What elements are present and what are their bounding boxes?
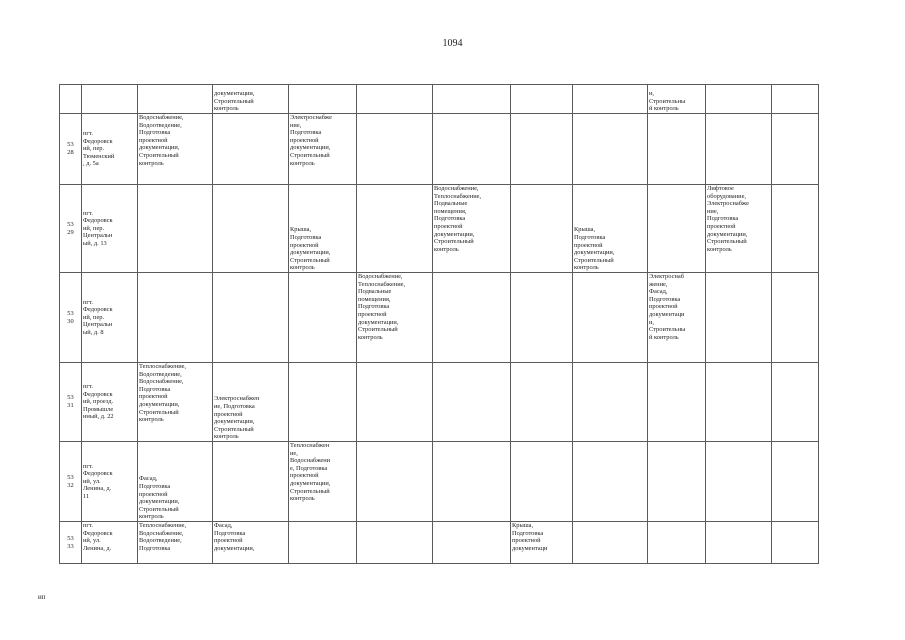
row-address: пгт. Федоровск ий, ул. Ленина, д. 11 (82, 442, 138, 522)
work-cell (357, 85, 433, 114)
work-cell: Крыша, Подготовка проектной документации, Строительный контроль (573, 185, 648, 273)
work-cell: Теплоснабжен ие, Водоснабжени е, Подготовка проектной документации, Строительный контроль (289, 442, 357, 522)
work-cell (706, 363, 772, 442)
row-number: 53 32 (60, 442, 82, 522)
repair-schedule-table (59, 84, 819, 564)
work-cell (573, 363, 648, 442)
work-cell (357, 363, 433, 442)
row-address (82, 85, 138, 114)
work-cell (772, 185, 819, 273)
work-cell: Электроснабжен ие, Подготовка проектной документации, Строительный контроль (213, 363, 289, 442)
row-address: пгт. Федоровск ий, ул. Ленина, д. (82, 522, 138, 564)
work-cell (138, 185, 213, 273)
work-cell (138, 85, 213, 114)
work-cell: документации, Строительный контроль (213, 85, 289, 114)
work-cell (706, 273, 772, 363)
row-address: пгт. Федоровск ий, пер. Тюменский , д. 5а (82, 114, 138, 185)
work-cell (357, 114, 433, 185)
footer-mark: ип (38, 593, 46, 601)
work-cell (511, 85, 573, 114)
row-address: пгт. Федоровск ий, проезд. Промышле нный, д. 22 (82, 363, 138, 442)
work-cell (706, 442, 772, 522)
work-cell: Теплоснабжение, Водоотведение, Водоснабжение, Подготовка проектной документации, Строительный контроль (138, 363, 213, 442)
work-cell (706, 114, 772, 185)
work-cell (433, 85, 511, 114)
work-cell (213, 114, 289, 185)
work-cell (648, 114, 706, 185)
work-cell (511, 442, 573, 522)
work-cell (433, 273, 511, 363)
work-cell (289, 363, 357, 442)
work-cell (772, 114, 819, 185)
work-cell (648, 185, 706, 273)
work-cell (573, 85, 648, 114)
work-cell (511, 114, 573, 185)
work-cell (648, 442, 706, 522)
work-cell (706, 85, 772, 114)
row-address: пгт. Федоровск ий, пер. Центральн ый, д. 8 (82, 273, 138, 363)
work-cell: Лифтовое оборудование, Электроснабже ние, Подготовка проектной документации, Строительный контроль (706, 185, 772, 273)
work-cell (289, 522, 357, 564)
page-number: 1094 (442, 38, 463, 49)
work-cell (511, 185, 573, 273)
table-row (60, 273, 819, 363)
row-number: 53 31 (60, 363, 82, 442)
work-cell (573, 114, 648, 185)
work-cell (357, 522, 433, 564)
work-cell (648, 522, 706, 564)
row-number: 53 28 (60, 114, 82, 185)
work-cell (772, 85, 819, 114)
work-cell (706, 522, 772, 564)
work-cell (433, 442, 511, 522)
work-cell (648, 363, 706, 442)
work-cell (213, 273, 289, 363)
row-address: пгт. Федоровск ий, пер. Центральн ый, д. 13 (82, 185, 138, 273)
table-row (60, 185, 819, 273)
work-cell (213, 442, 289, 522)
row-number: 53 29 (60, 185, 82, 273)
work-cell: Фасад, Подготовка проектной документации, (213, 522, 289, 564)
work-cell (772, 522, 819, 564)
work-cell (433, 363, 511, 442)
row-number (60, 85, 82, 114)
work-cell: и, Строительны й контроль (648, 85, 706, 114)
work-cell (357, 185, 433, 273)
work-cell: Фасад, Подготовка проектной документации, Строительный контроль (138, 442, 213, 522)
work-cell: Крыша, Подготовка проектной документации, Строительный контроль (289, 185, 357, 273)
row-number: 53 30 (60, 273, 82, 363)
work-cell: Водоснабжение, Водоотведение, Подготовка проектной документации, Строительный контроль (138, 114, 213, 185)
work-cell (138, 273, 213, 363)
work-cell: Водоснабжение, Теплоснабжение, Подвальные помещения, Подготовка проектной документации, Строительный контроль (357, 273, 433, 363)
work-cell (289, 273, 357, 363)
work-cell (573, 442, 648, 522)
row-number: 53 33 (60, 522, 82, 564)
table-row (60, 522, 819, 564)
work-cell: Электроснабже ние, Подготовка проектной документации, Строительный контроль (289, 114, 357, 185)
work-cell (772, 273, 819, 363)
work-cell (772, 442, 819, 522)
table-row (60, 363, 819, 442)
work-cell (433, 114, 511, 185)
work-cell (357, 442, 433, 522)
work-cell: Теплоснабжение, Водоснабжение, Водоотведение, Подготовка (138, 522, 213, 564)
work-cell: Электроснаб жение, Фасад, Подготовка проектной документаци и, Строительны й контроль (648, 273, 706, 363)
work-cell: Крыша, Подготовка проектной документаци (511, 522, 573, 564)
work-cell (213, 185, 289, 273)
table-row (60, 114, 819, 185)
work-cell: Водоснабжение, Теплоснабжение, Подвальные помещения, Подготовка проектной документации, Строительный контроль (433, 185, 511, 273)
table-row (60, 442, 819, 522)
table-row (60, 85, 819, 114)
work-cell (772, 363, 819, 442)
work-cell (511, 363, 573, 442)
work-cell (573, 522, 648, 564)
work-cell (433, 522, 511, 564)
work-cell (511, 273, 573, 363)
work-cell (289, 85, 357, 114)
work-cell (573, 273, 648, 363)
